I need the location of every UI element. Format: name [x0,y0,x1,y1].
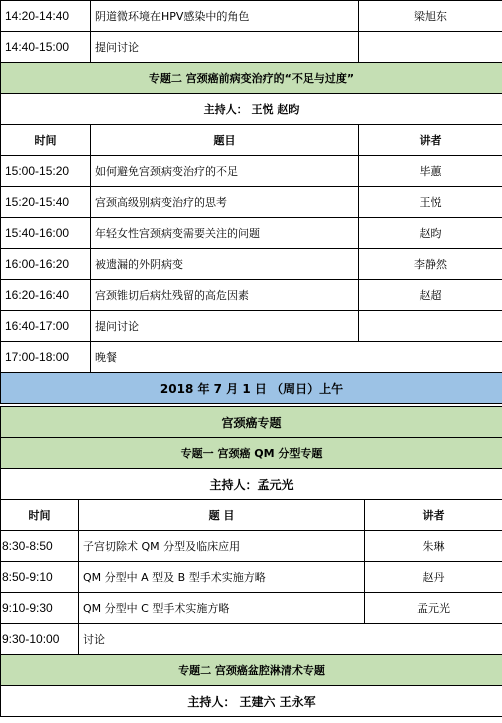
hosts-row [1,686,502,717]
title-cell: 宫颈高级别病变治疗的思考 [91,187,359,218]
speaker-cell: 毕蕙 [359,156,502,187]
time-cell: 8:50-9:10 [1,562,79,593]
speaker-cell [359,311,502,342]
speaker-cell: 赵昀 [359,218,502,249]
speaker-cell: 赵丹 [365,562,502,593]
day-heading: 2018 年 7 月 1 日 （周日）上午 [1,373,502,404]
time-cell: 15:20-15:40 [1,187,91,218]
speaker-cell: 梁旭东 [359,1,502,32]
header-row [1,500,502,531]
hosts-text: 主持人： 王悦 赵昀 [1,94,502,125]
time-cell: 9:30-10:00 [1,624,79,655]
title-cell: 被遗漏的外阴病变 [91,249,359,280]
topic-row [1,438,502,469]
day-row [1,373,502,404]
header-time: 时间 [1,125,91,156]
hosts-row [1,469,502,500]
table-row [1,1,502,32]
title-cell: 提问讨论 [91,32,359,63]
title-cell: 子宫切除术 QM 分型及临床应用 [79,531,365,562]
title-cell: 如何避免宫颈病变治疗的不足 [91,156,359,187]
topic-title: 专题二 宫颈癌前病变治疗的“不足与过度” [1,63,502,94]
title-cell: 提问讨论 [91,311,359,342]
hosts-text: 主持人： 王建六 王永军 [1,686,502,717]
header-time: 时间 [1,500,79,531]
title-cell: 讨论 [79,624,502,655]
header-speaker: 讲者 [365,500,502,531]
header-speaker: 讲者 [359,125,502,156]
speaker-cell: 孟元光 [365,593,502,624]
table-row [1,187,502,218]
title-cell: QM 分型中 A 型及 B 型手术实施方略 [79,562,365,593]
table-row [1,593,502,624]
table-row [1,624,502,655]
section-title: 宫颈癌专题 [1,407,502,438]
table-row [1,562,502,593]
title-cell: 年轻女性宫颈病变需要关注的问题 [91,218,359,249]
table-row [1,280,502,311]
time-cell: 16:40-17:00 [1,311,91,342]
speaker-cell: 赵超 [359,280,502,311]
time-cell: 15:00-15:20 [1,156,91,187]
table-row [1,342,502,373]
topic-row [1,655,502,686]
speaker-cell: 王悦 [359,187,502,218]
time-cell: 14:40-15:00 [1,32,91,63]
time-cell: 17:00-18:00 [1,342,91,373]
time-cell: 15:40-16:00 [1,218,91,249]
schedule-table-morning [0,406,502,717]
hosts-text: 主持人：孟元光 [1,469,502,500]
time-cell: 16:20-16:40 [1,280,91,311]
time-cell: 14:20-14:40 [1,1,91,32]
speaker-cell [359,32,502,63]
table-row [1,249,502,280]
table-row [1,32,502,63]
header-title: 题目 [91,125,359,156]
hosts-row [1,94,502,125]
time-cell: 16:00-16:20 [1,249,91,280]
header-row [1,125,502,156]
table-row [1,156,502,187]
title-cell: QM 分型中 C 型手术实施方略 [79,593,365,624]
title-cell: 阴道微环境在HPV感染中的角色 [91,1,359,32]
topic-row [1,63,502,94]
speaker-cell: 朱琳 [365,531,502,562]
time-cell: 9:10-9:30 [1,593,79,624]
table-row [1,531,502,562]
speaker-cell: 李静然 [359,249,502,280]
title-cell: 晚餐 [91,342,502,373]
title-cell: 宫颈锥切后病灶残留的高危因素 [91,280,359,311]
topic-title: 专题二 宫颈癌盆腔淋清术专题 [1,655,502,686]
time-cell: 8:30-8:50 [1,531,79,562]
header-title: 题 目 [79,500,365,531]
table-row [1,311,502,342]
section-row [1,407,502,438]
table-row [1,218,502,249]
topic-title: 专题一 宫颈癌 QM 分型专题 [1,438,502,469]
